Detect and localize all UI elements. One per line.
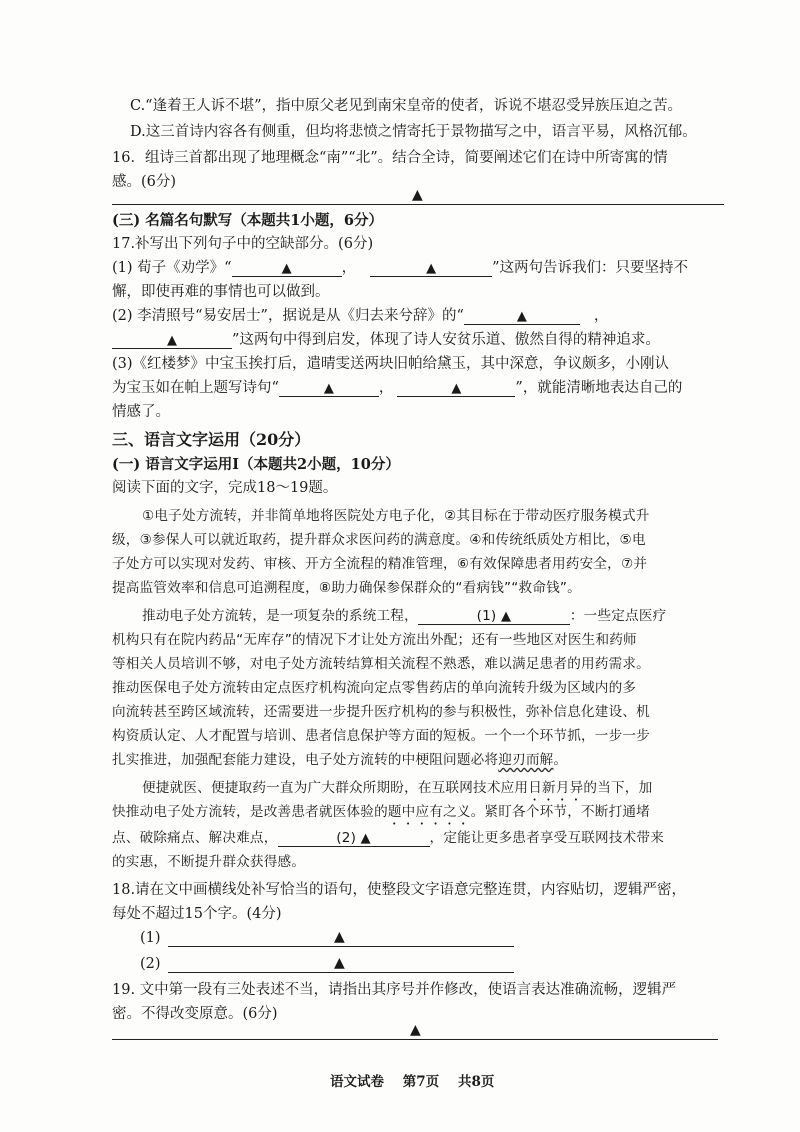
q17-part2-line2	[112, 332, 660, 349]
answer-line-19[interactable]	[112, 1039, 718, 1040]
q17-p3-blank-2[interactable]	[397, 380, 515, 397]
passage-p3-line4: 的实惠，不断提升群众获得感。	[112, 854, 306, 870]
q16-line1: 16．组诗三首都出现了地理概念“南”“北”。结合全诗，简要阐述它们在诗中所寄寓的情	[112, 150, 668, 166]
blank-2-label: (2)	[336, 830, 357, 846]
passage-p2-line4: 推动医保电子处方流转由定点医疗机构流向定点零售药店的单向流转升级为区域内的多	[112, 680, 637, 696]
part3-header: 三、语言文字运用（20分）	[112, 430, 311, 449]
passage-p3-text-2c: 。紧盯各个环节，不断打通堵	[470, 804, 650, 820]
passage-p3-text-2a: 快推动电子处方流转，是改善患者就医体验的	[112, 804, 388, 820]
page-footer: 语文试卷 第7页 共8页	[330, 1074, 495, 1090]
passage-p3-line1	[142, 780, 652, 804]
q17-p1-text-b: ”这两句告诉我们：只要坚持不	[492, 260, 688, 276]
passage-p2-line5: 向流转甚至跨区域流转，还需要进一步提升医疗机构的参与积极性，弥补信息化建设、机	[112, 704, 650, 720]
q17-p3-blank-1[interactable]	[279, 380, 379, 397]
reading-instruction: 阅读下面的文字，完成18～19题。	[112, 480, 338, 496]
subsection-header: (一) 语言文字运用Ⅰ（本题共2小题，10分）	[112, 456, 400, 473]
q18-line1: 18.请在文中画横线处补写恰当的语句，使整段文字语意完整连贯，内容贴切，逻辑严密，	[112, 882, 687, 898]
passage-p3-text-3b: ，定能让更多患者享受互联网技术带来	[429, 830, 665, 846]
q18-answer-1-triangle: ▲	[334, 929, 345, 945]
q17-part2-line1	[112, 308, 608, 325]
blank-1-label: (1)	[476, 608, 497, 624]
q17-part3-line2	[112, 380, 682, 397]
answer-triangle-19: ▲	[410, 1022, 421, 1038]
q19-line2: 密。不得改变原意。(6分)	[112, 1006, 278, 1022]
passage-p3-text-1c: 的当下，加	[583, 780, 653, 796]
q17-p2-text-a: (2) 李清照号“易安居士”，据说是从《归去来兮辞》的“	[112, 308, 464, 324]
q17-p3-sep: ，	[378, 380, 394, 396]
triangle-mark: ▲	[281, 261, 292, 276]
q18-answer-2-line[interactable]	[168, 972, 514, 973]
answer-line-16[interactable]	[112, 204, 724, 205]
q18-answer-1-label: (1)	[140, 930, 161, 946]
passage-blank-2[interactable]	[278, 830, 430, 847]
q17-p3-text-c: ”，就能清晰地表达自己的	[515, 380, 683, 396]
q17-p2-sep: ，	[593, 308, 609, 324]
passage-p2-line3: 等相关人员培训不够，对电子处方流转结算相关流程不熟悉，难以满足患者的用药需求。	[112, 656, 650, 672]
q18-line2: 每处不超过15个字。(4分)	[112, 906, 282, 922]
option-d: D.这三首诗内容各有侧重，但均将悲愤之情寄托于景物描写之中，语言平易，风格沉郁。	[130, 124, 697, 140]
passage-p3-text-1a: 便捷就医、便捷取药一直为广大群众所期盼，在互联网技术应用	[142, 780, 529, 796]
passage-blank-1[interactable]	[418, 608, 570, 625]
passage-p2-line6: 构资质认定、人才配置与培训、患者信息保护等方面的短板。一个一个环节抓，一步一步	[112, 728, 650, 744]
idiom-tizhongyingyouzhiyi: 题中应有之义	[387, 804, 471, 820]
q17-p2-blank-2[interactable]	[112, 332, 232, 349]
q17-part3-line1: (3)《红楼梦》中宝玉挨打后，遣晴雯送两块旧帕给黛玉，其中深意，争议颇多，小刚认	[112, 356, 670, 372]
idiom-yingrenerjie: 迎刃而解	[498, 752, 554, 768]
triangle-mark: ▲	[360, 831, 371, 846]
q18-answer-2-label: (2)	[140, 956, 161, 972]
passage-p2-text-b: ：一些定点医疗	[569, 608, 667, 624]
q17-p1-blank-2[interactable]	[370, 260, 492, 277]
triangle-mark: ▲	[516, 309, 527, 324]
passage-p1-line1: ①电子处方流转，并非简单地将医院处方电子化，②其目标在于带动医疗服务模式升	[142, 508, 650, 524]
triangle-mark: ▲	[323, 381, 334, 396]
q16-line2: 感。(6分)	[112, 174, 177, 190]
triangle-mark: ▲	[426, 261, 437, 276]
q17-part1-line1	[112, 260, 688, 277]
q17-p2-blank-1[interactable]	[464, 308, 580, 325]
q17-part3-line3: 情感了。	[112, 404, 170, 420]
passage-p2-text-7c: 。	[553, 752, 568, 768]
passage-p1-line2: 级，③参保人可以就近取药，提升群众求医问药的满意度。④和传统纸质处方相比，⑤电	[112, 532, 646, 548]
passage-p3-line2	[112, 804, 650, 828]
triangle-mark: ▲	[167, 333, 177, 348]
passage-p2-text-7a: 扎实推进，加强配套能力建设，电子处方流转的中梗阻问题必将	[112, 752, 499, 768]
passage-p1-line4: 提高监管效率和信息可追溯程度，⑧助力确保参保群众的“看病钱”“救命钱”。	[112, 580, 581, 596]
q19-line1: 19. 文中第一段有三处表述不当，请指出其序号并作修改，使语言表达准确流畅，逻辑严	[112, 982, 677, 998]
passage-p3-line3	[112, 830, 664, 847]
q17-p2-text-b: ”这两句中得到启发，体现了诗人安贫乐道、傲然自得的精神追求。	[232, 332, 660, 348]
q17-part1-line2: 懈，即使再难的事情也可以做到。	[112, 284, 330, 300]
option-c: C.“逢着王人诉不堪”，指中原父老见到南宋皇帝的使者，诉说不堪忍受异族压迫之苦。	[130, 98, 683, 114]
idiom-rixinyueyi: 日新月异	[528, 780, 584, 796]
answer-triangle-16: ▲	[412, 187, 423, 203]
q17-p1-text-a: (1) 荀子《劝学》“	[112, 260, 232, 276]
q17-p3-text-b: 为宝玉如在帕上题写诗句“	[112, 380, 279, 396]
passage-p2-line2: 机构只有在院内药品“无库存”的情况下才让处方流出外配；还有一些地区对医生和药师	[112, 632, 637, 648]
q17-p1-blank-1[interactable]	[232, 260, 342, 277]
passage-p3-text-3a: 点、破除痛点、解决难点，	[112, 830, 278, 846]
q17-p1-sep: ，	[341, 260, 357, 276]
passage-p1-line3: 子处方可以实现对发药、审核、开方全流程的精准管理，⑥有效保障患者用药安全，⑦并	[112, 556, 648, 572]
q18-answer-1-line[interactable]	[168, 946, 514, 947]
triangle-mark: ▲	[500, 609, 512, 624]
triangle-mark: ▲	[451, 381, 462, 396]
passage-p2-line1	[142, 608, 666, 625]
q17-stem: 17.补写出下列句子中的空缺部分。(6分)	[112, 236, 374, 252]
section-header-mingpian: (三) 名篇名句默写（本题共1小题，6分）	[112, 212, 383, 229]
passage-p2-text-a: 推动电子处方流转，是一项复杂的系统工程，	[142, 608, 418, 624]
passage-p2-line7	[112, 752, 567, 768]
q18-answer-2-triangle: ▲	[334, 955, 345, 971]
